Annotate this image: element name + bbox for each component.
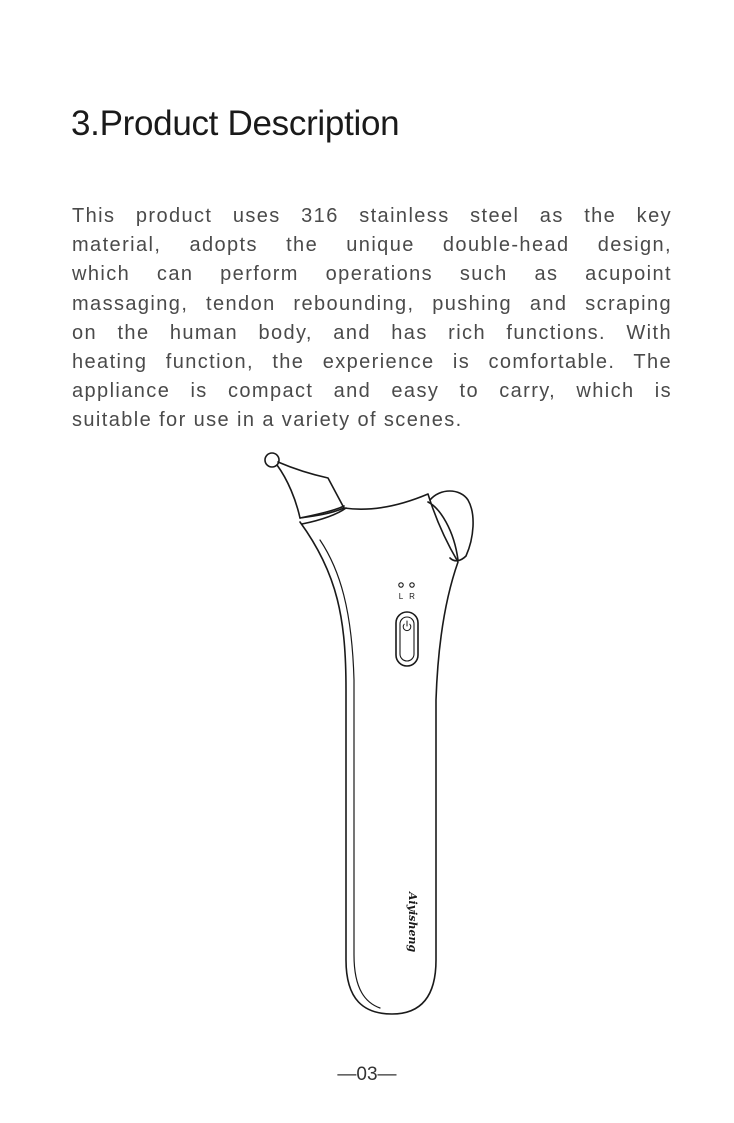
description-line: on the human body, and has rich functions. With: [72, 321, 672, 344]
power-button[interactable]: [396, 612, 418, 666]
description-line: heating function, the experience is comfortable. The: [72, 351, 672, 374]
description-line: massaging, tendon rebounding, pushing and scraping: [72, 292, 672, 315]
description-line: which can perform operations such as acupoint: [72, 263, 672, 286]
description-line: material, adopts the unique double-head design,: [72, 234, 672, 257]
product-description: [72, 202, 672, 436]
description-line: appliance is compact and easy to carry, which is: [72, 380, 672, 403]
indicator-label-left: L: [398, 592, 404, 601]
description-line: suitable for use in a variety of scenes.: [72, 409, 463, 432]
description-line: This product uses 316 stainless steel as the key: [72, 205, 672, 227]
brand-logo: Aiyisheng: [406, 892, 419, 953]
page-number: —03—: [337, 1064, 397, 1085]
small-head-collar: [300, 506, 344, 518]
power-icon: [403, 621, 411, 631]
device-body-outline: [300, 494, 458, 1014]
massager-device-drawing: [255, 445, 485, 1030]
product-illustration: [255, 445, 485, 1030]
indicator-light-left: [399, 583, 403, 587]
large-head-rim: [428, 502, 458, 560]
indicator-light-right: [410, 583, 414, 587]
indicator-label-right: R: [409, 592, 415, 601]
page-title: 3.Product Description: [71, 104, 400, 143]
device-body-contour: [320, 540, 380, 1008]
